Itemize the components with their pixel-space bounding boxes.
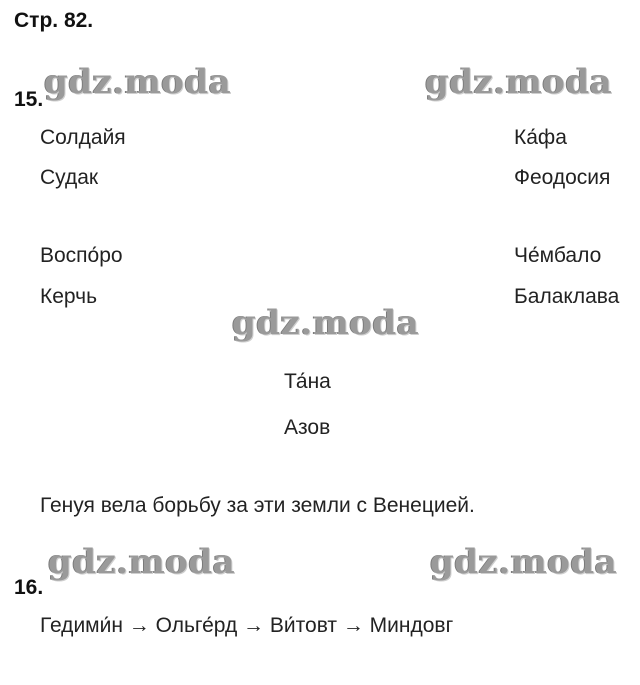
place-old-name: Воспо́ро xyxy=(40,244,123,267)
place-old-name: Ка́фа xyxy=(514,126,567,149)
task-15-conclusion: Генуя вела борьбу за эти земли с Венецией. xyxy=(40,494,475,517)
place-new-name: Балаклава xyxy=(514,285,620,308)
place-new-name: Азов xyxy=(284,416,331,439)
task-15-number: 15. xyxy=(14,88,44,111)
task-16-number: 16. xyxy=(14,576,44,599)
page-header: Стр. 82. xyxy=(14,9,94,32)
place-old-name: Солдайя xyxy=(40,126,126,149)
place-old-name: Та́на xyxy=(284,370,331,393)
place-new-name: Керчь xyxy=(40,285,98,308)
watermark: gdz.moda xyxy=(44,62,232,102)
watermark: gdz.moda xyxy=(48,542,236,582)
watermark: gdz.moda xyxy=(430,542,618,582)
place-old-name: Че́мбало xyxy=(514,244,602,267)
watermark: gdz.moda xyxy=(425,62,613,102)
place-new-name: Феодосия xyxy=(514,166,611,189)
task-16-sequence: Гедими́н → Ольге́рд → Ви́товт → Миндовг xyxy=(40,614,454,637)
place-new-name: Судак xyxy=(40,166,99,189)
watermark: gdz.moda xyxy=(232,303,420,343)
